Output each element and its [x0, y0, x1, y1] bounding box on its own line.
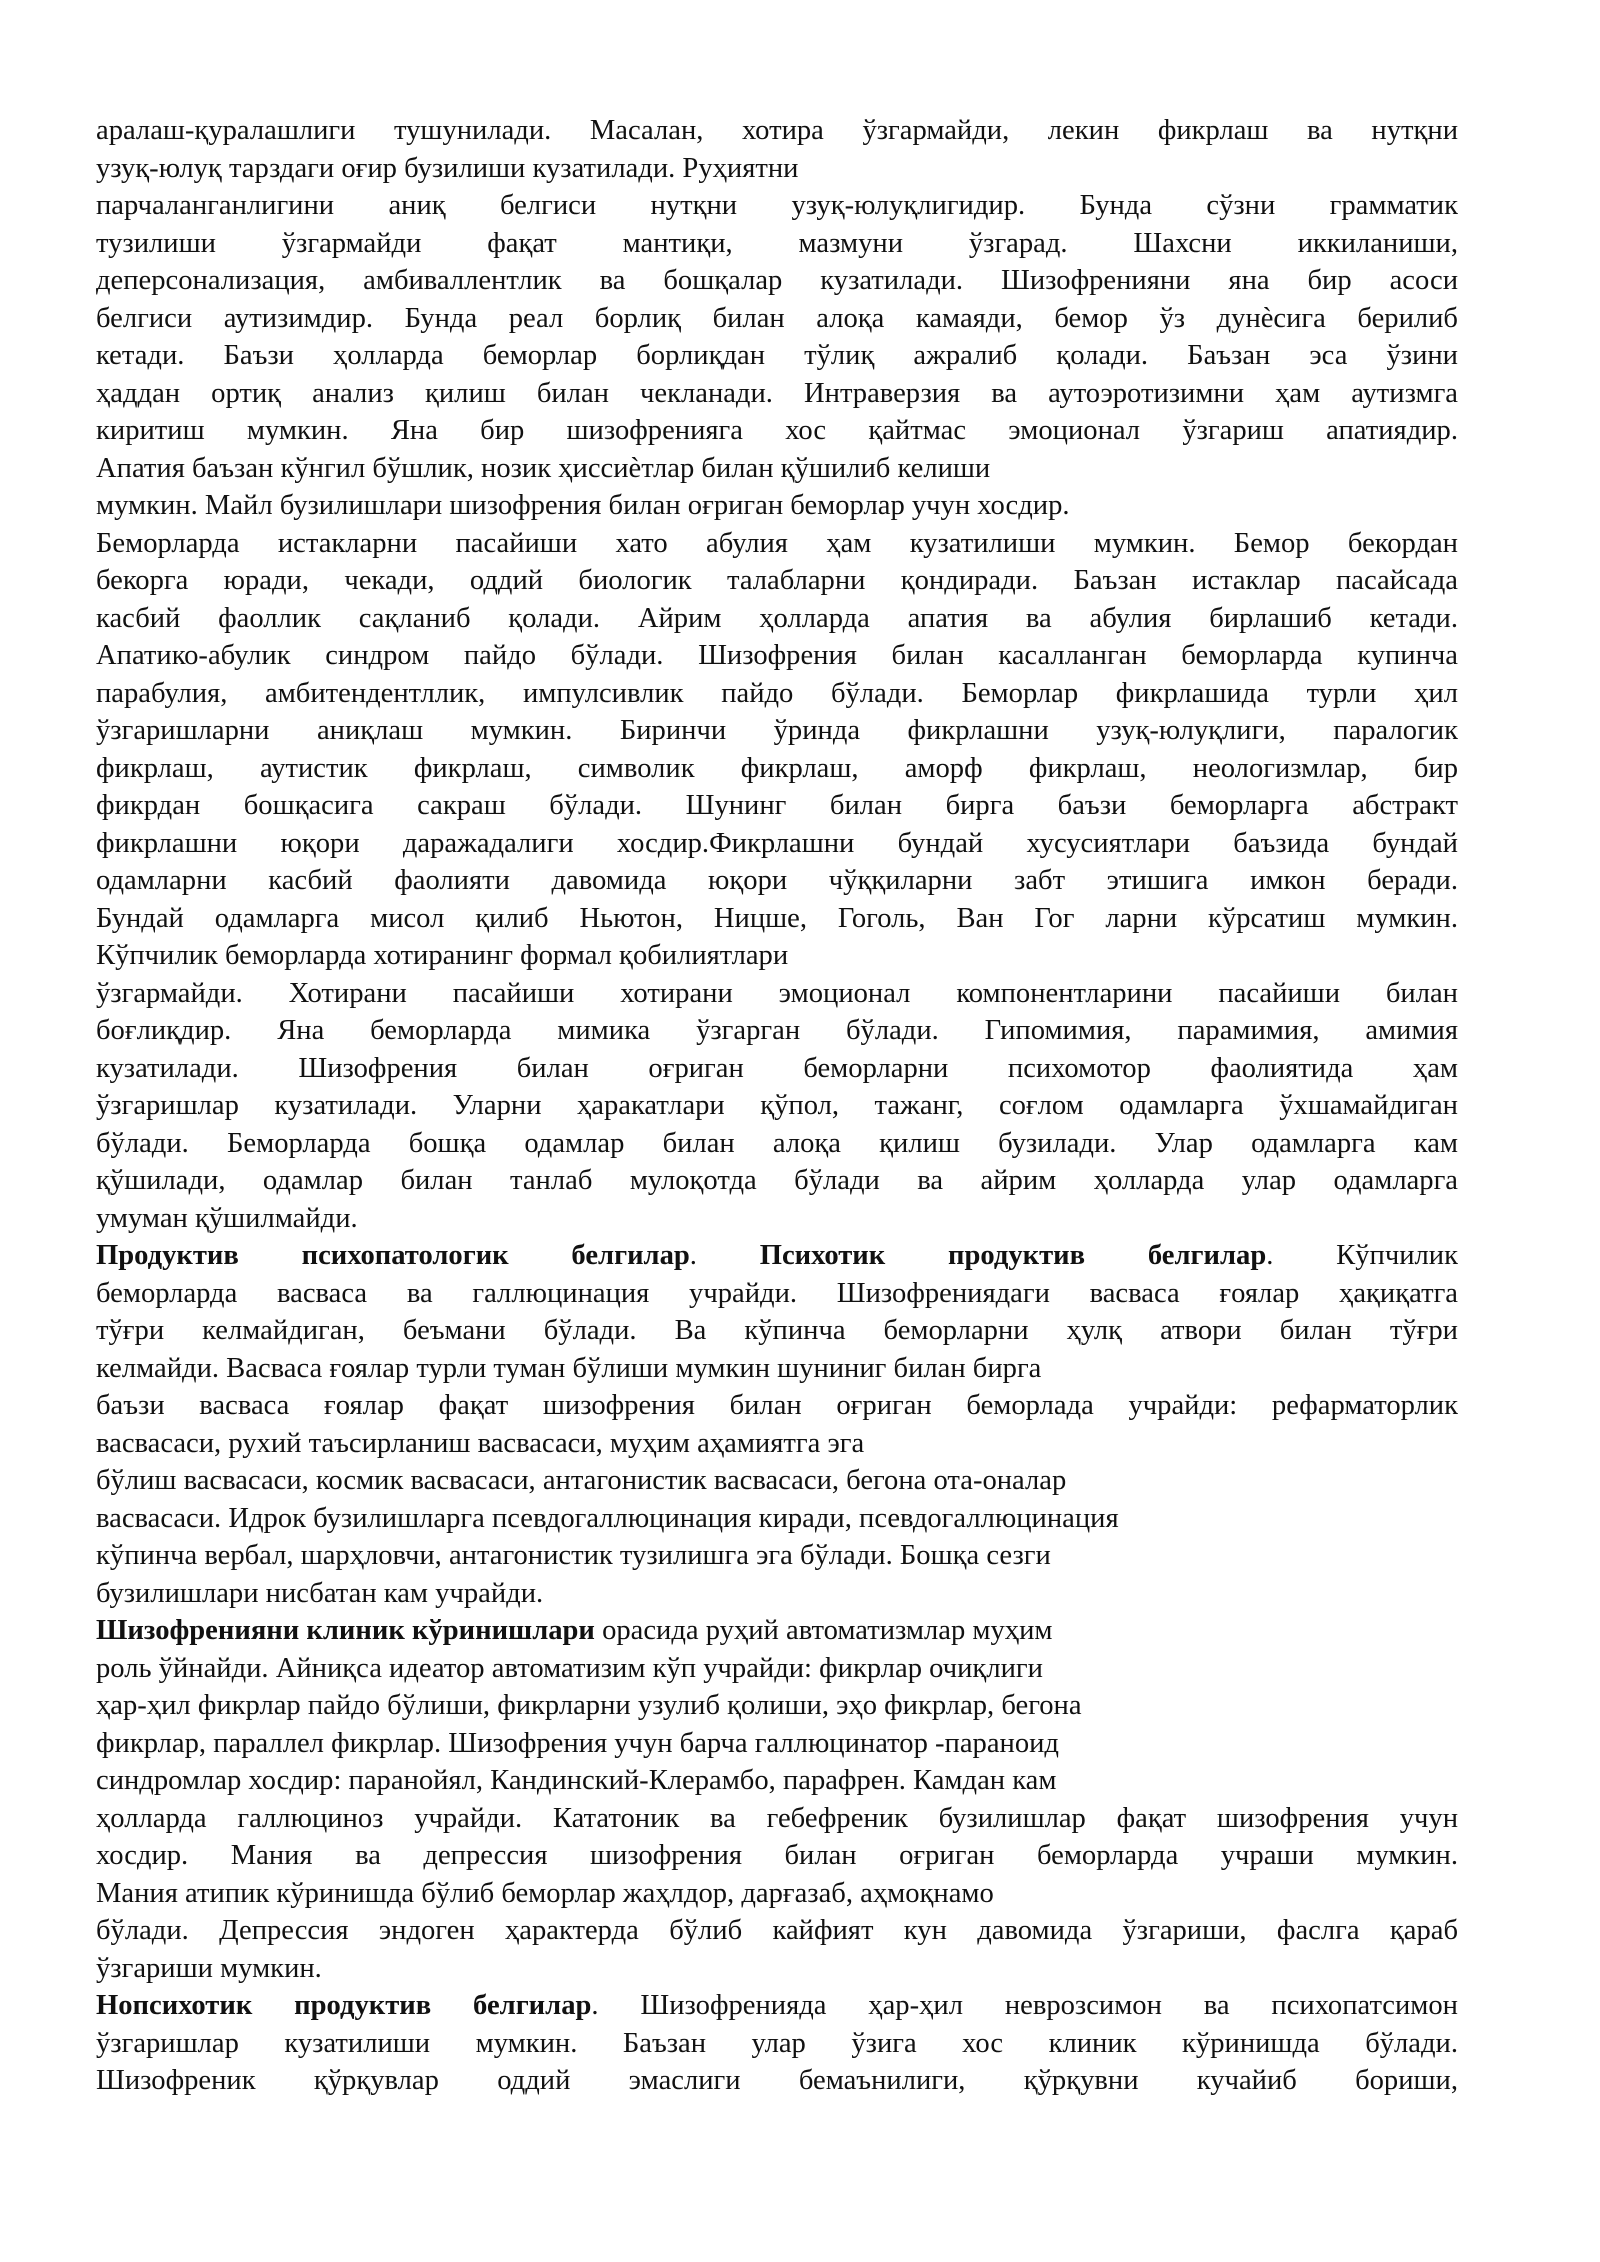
text-line [96, 487, 1458, 525]
text-line [96, 1950, 1458, 1988]
text-segment: бўлади. Беморларда бошқа одамлар билан алоқа қилиш бузилади. Улар одамларга кам [96, 1127, 1458, 1159]
text-line [96, 1425, 1458, 1463]
text-line [96, 2025, 1458, 2063]
text-segment: синдромлар хосдир: паранойял, Кандинский-Клерамбо, парафрен. Камдан кам [96, 1765, 1057, 1796]
text-line [96, 300, 1458, 338]
text-line [96, 150, 1458, 188]
text-segment: ўзгаришларни аниқлаш мумкин. Биринчи ўринда фикрлашни узуқ-юлуқлиги, паралогик [96, 715, 1458, 746]
text-line [96, 2062, 1458, 2100]
text-segment: беморларда васваса ва галлюцинация учрайди. Шизофрениядаги васваса ғоялар ҳақиқатга [96, 1277, 1458, 1309]
text-segment: касбий фаоллик сақланиб қолади. Айрим ҳолларда апатия ва абулия бирлашиб кетади. [96, 602, 1458, 634]
text-segment: кузатилади. Шизофрения билан оғриган беморларни психомотор фаолиятида ҳам [96, 1052, 1458, 1084]
text-segment: фикрдан бошқасига сакраш бўлади. Шунинг билан бирга баъзи беморларга абстракт [96, 790, 1458, 821]
text-segment: Кўпчилик беморларда хотиранинг формал қобилиятлари [96, 940, 789, 971]
text-segment: васвасаси. Идрок бузилишларга псевдогаллюцинация киради, псевдогаллюцинация [96, 1502, 1119, 1534]
text-line [96, 1987, 1458, 2025]
text-segment: деперсонализация, амбиваллентлик ва бошқалар кузатилади. Шизофренияни яна бир асоси [96, 265, 1458, 296]
text-segment: киритиш мумкин. Яна бир шизофренияга хос қайтмас эмоционал ўзгариш апатиядир. [96, 415, 1458, 446]
text-line [96, 562, 1458, 600]
bold-heading: Психотик продуктив белгилар [759, 1240, 1267, 1271]
text-line [96, 1875, 1458, 1913]
text-line [96, 675, 1458, 713]
text-line [96, 1537, 1458, 1575]
text-line [96, 1387, 1458, 1425]
text-line [96, 1125, 1458, 1163]
text-segment: роль ўйнайди. Айниқса идеатор автоматизим кўп учрайди: фикрлар очиқлиги [96, 1652, 1043, 1684]
text-line [96, 1912, 1458, 1950]
text-segment: Мания атипик кўринишда бўлиб беморлар жаҳлдор, дарғазаб, аҳмоқнамо [96, 1877, 994, 1909]
text-line [96, 1462, 1458, 1500]
text-segment: ҳолларда галлюциноз учрайди. Кататоник ва гебефреник бузилишлар фақат шизофрения учун [96, 1802, 1458, 1834]
text-line [96, 1612, 1458, 1650]
text-segment: орасида руҳий автоматизмлар муҳим [594, 1615, 1053, 1646]
text-line [96, 1575, 1458, 1613]
text-line [96, 1050, 1458, 1088]
text-segment: фикрлаш, аутистик фикрлаш, символик фикрлаш, аморф фикрлаш, неологизмлар, бир [96, 752, 1458, 784]
text-line [96, 1650, 1458, 1688]
text-line [96, 1012, 1458, 1050]
text-line [96, 375, 1458, 413]
text-line [96, 787, 1458, 825]
text-segment: васвасаси, рухий таъсирланиш васвасаси, муҳим аҳамиятга эга [96, 1427, 865, 1459]
text-segment: парабулия, амбитендентллик, импулсивлик пайдо бўлади. Беморлар фикрлашида турли ҳил [96, 677, 1458, 709]
text-line [96, 1350, 1458, 1388]
text-segment: умуман қўшилмайди. [96, 1202, 358, 1234]
document-page [96, 112, 1458, 2100]
text-segment: хосдир. Мания ва депрессия шизофрения билан оғриган беморларда учраши мумкин. [96, 1840, 1458, 1871]
text-segment: фикрлашни юқори даражадалиги хосдир.Фикрлашни бундай хусусиятлари баъзида бундай [96, 827, 1458, 859]
text-line [96, 825, 1458, 863]
text-segment: Беморларда истакларни пасайиши хато абулия ҳам кузатилиши мумкин. Бемор бекордан [96, 527, 1458, 559]
text-line [96, 1275, 1458, 1313]
text-line [96, 1087, 1458, 1125]
text-line [96, 975, 1458, 1013]
text-segment: ўзгармайди. Хотирани пасайиши хотирани эмоционал компонентларини пасайиши билан [96, 977, 1458, 1009]
text-segment: белгиси аутизимдир. Бунда реал борлиқ билан алоқа камаяди, бемор ўз дунѐсига берилиб [96, 302, 1458, 334]
text-segment: тўғри келмайдиган, беъмани бўлади. Ва кўпинча беморларни ҳулқ атвори билан тўғри [96, 1315, 1458, 1346]
text-segment: боғлиқдир. Яна беморларда мимика ўзгарган бўлади. Гипомимия, парамимия, амимия [96, 1015, 1458, 1046]
text-line [96, 1837, 1458, 1875]
text-line [96, 862, 1458, 900]
text-segment: одамларни касбий фаолияти давомида юқори чўққиларни забт этишига имкон беради. [96, 865, 1458, 896]
text-segment: ўзгаришлар кузатилади. Уларни ҳаракатлари қўпол, тажанг, соғлом одамларга ўхшамайдиган [96, 1090, 1458, 1121]
text-segment: фикрлар, параллел фикрлар. Шизофрения учун барча галлюцинатор -параноид [96, 1727, 1059, 1759]
text-line [96, 637, 1458, 675]
text-segment: ҳаддан ортиқ анализ қилиш билан чекланади. Интраверзия ва аутоэротизимни ҳам аутизмга [96, 377, 1458, 409]
text-segment: бўлиш васвасаси, космик васвасаси, антагонистик васвасаси, бегона ота-оналар [96, 1465, 1067, 1496]
text-segment: мумкин. Майл бузилишлари шизофрения билан оғриган беморлар учун хосдир. [96, 490, 1070, 521]
text-line [96, 1762, 1458, 1800]
text-line [96, 1500, 1458, 1538]
text-segment: баъзи васваса ғоялар фақат шизофрения билан оғриган беморлада учрайди: рефарматорлик [96, 1390, 1458, 1421]
text-segment: узуқ-юлуқ тарздаги оғир бузилиши кузатилади. Руҳиятни [96, 152, 799, 184]
text-line [96, 1312, 1458, 1350]
bold-heading: Шизофренияни клиник кўринишлари [96, 1615, 595, 1646]
text-segment: ўзгариши мумкин. [96, 1952, 322, 1984]
text-line [96, 262, 1458, 300]
text-segment: . [689, 1240, 760, 1271]
text-line [96, 900, 1458, 938]
text-segment: аралаш-қуралашлиги тушунилади. Масалан, хотира ўзгармайди, лекин фикрлаш ва нутқни [96, 115, 1458, 146]
text-segment: . Шизофренияда ҳар-ҳил неврозсимон ва психопатсимон [591, 1990, 1458, 2021]
text-segment: бекорга юради, чекади, оддий биологик талабларни қондиради. Баъзан истаклар пасайсада [96, 565, 1458, 596]
text-segment: бўлади. Депрессия эндоген ҳарактерда бўлиб кайфият кун давомида ўзгариши, фаслга қараб [96, 1915, 1458, 1946]
text-line [96, 412, 1458, 450]
text-segment: бузилишлари нисбатан кам учрайди. [96, 1577, 544, 1609]
text-segment: ўзгаришлар кузатилиши мумкин. Баъзан улар ўзига хос клиник кўринишда бўлади. [96, 2027, 1458, 2059]
text-line [96, 750, 1458, 788]
text-segment: ҳар-ҳил фикрлар пайдо бўлиши, фикрларни узулиб қолиши, эҳо фикрлар, бегона [96, 1690, 1082, 1721]
text-line [96, 450, 1458, 488]
text-line [96, 225, 1458, 263]
text-line [96, 187, 1458, 225]
text-line [96, 1162, 1458, 1200]
text-segment: Шизофреник қўрқувлар оддий эмаслиги бемаънилиги, қўрқувни кучайиб бориши, [96, 2065, 1458, 2096]
text-segment: парчаланганлигини аниқ белгиси нутқни узуқ-юлуқлигидир. Бунда сўзни грамматик [96, 190, 1458, 221]
text-segment: кўпинча вербал, шарҳловчи, антагонистик тузилишга эга бўлади. Бошқа сезги [96, 1540, 1051, 1571]
bold-heading: Нопсихотик продуктив белгилар [96, 1990, 592, 2021]
text-line [96, 337, 1458, 375]
text-line [96, 1800, 1458, 1838]
text-line [96, 712, 1458, 750]
text-segment: Апатия баъзан кўнгил бўшлик, нозик ҳиссиѐтлар билан қўшилиб келиши [96, 452, 991, 484]
text-line [96, 937, 1458, 975]
text-line [96, 525, 1458, 563]
text-line [96, 112, 1458, 150]
bold-heading: Продуктив психопатологик белгилар [96, 1240, 690, 1271]
text-segment: қўшилади, одамлар билан танлаб мулоқотда бўлади ва айрим ҳолларда улар одамларга [96, 1165, 1458, 1196]
text-line [96, 600, 1458, 638]
text-line [96, 1687, 1458, 1725]
text-segment: тузилиши ўзгармайди фақат мантиқи, мазмуни ўзгарад. Шахсни иккиланиши, [96, 227, 1458, 259]
text-segment: кетади. Баъзи ҳолларда беморлар борлиқдан тўлиқ ажралиб қолади. Баъзан эса ўзини [96, 340, 1458, 371]
text-line [96, 1237, 1458, 1275]
text-segment: Апатико-абулик синдром пайдо бўлади. Шизофрения билан касалланган беморларда купинча [96, 640, 1458, 671]
text-segment: келмайди. Васваса ғоялар турли туман бўлиши мумкин шуниниг билан бирга [96, 1352, 1042, 1384]
text-segment: . Кўпчилик [1266, 1240, 1458, 1271]
text-line [96, 1200, 1458, 1238]
text-segment: Бундай одамларга мисол қилиб Ньютон, Ницше, Гоголь, Ван Гог ларни кўрсатиш мумкин. [96, 902, 1458, 934]
text-line [96, 1725, 1458, 1763]
